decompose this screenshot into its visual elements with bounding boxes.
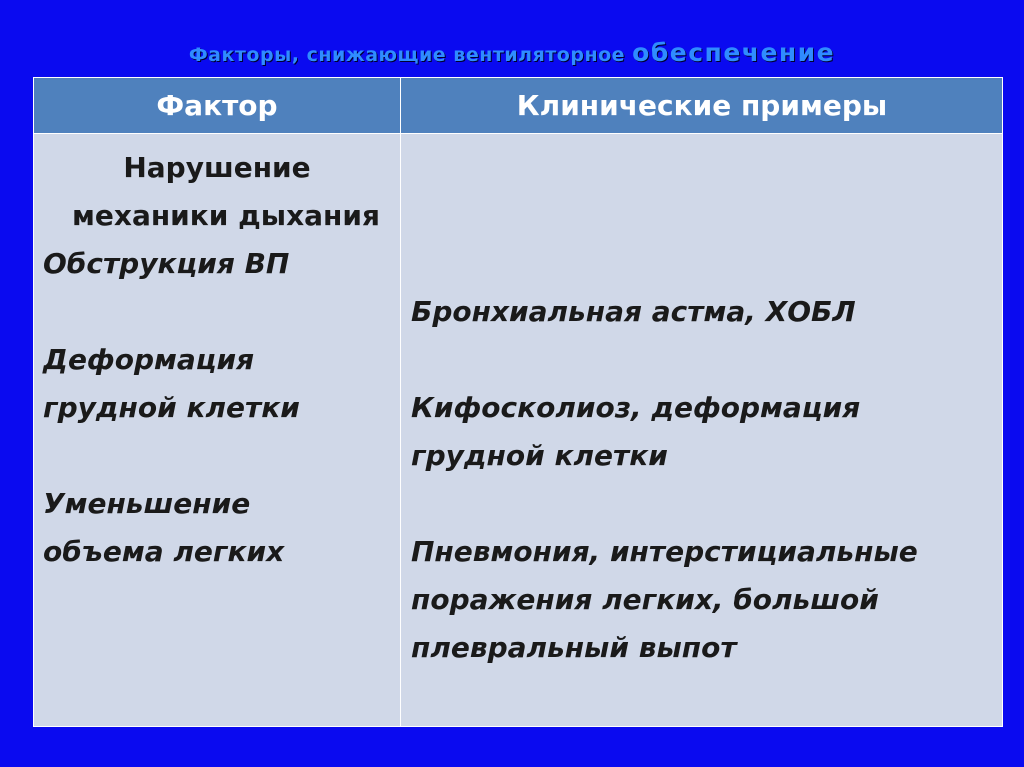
factor-column <box>34 134 400 576</box>
example-pneumonia-line1: Пневмония, интерстициальные <box>411 535 918 568</box>
header-clinical-examples: Клинические примеры <box>516 89 888 122</box>
factor-item-deformation-line1: Деформация <box>43 343 255 376</box>
factor-item-volume-line1: Уменьшение <box>43 487 251 520</box>
slide-title <box>0 38 1024 67</box>
example-pneumonia-line2: поражения легких, большой <box>411 583 879 616</box>
factor-group-heading-line2: механики дыхания <box>72 199 380 232</box>
column-divider <box>400 78 401 726</box>
example-kyphoscoliosis-line2: грудной клетки <box>411 439 668 472</box>
example-kyphoscoliosis-line1: Кифосколиоз, деформация <box>411 391 861 424</box>
example-asthma: Бронхиальная астма, ХОБЛ <box>411 295 856 328</box>
slide-title-part1: Факторы, снижающие вентиляторное <box>188 44 633 66</box>
factor-item-obstruction: Обструкция ВП <box>43 247 290 280</box>
factor-item-volume-line2: объема легких <box>43 535 285 568</box>
table-header-row <box>34 78 1002 134</box>
factors-table <box>33 77 1003 727</box>
header-factor: Фактор <box>156 89 278 122</box>
examples-column <box>411 134 1003 672</box>
slide-title-part2: обеспечение <box>632 38 836 67</box>
example-pneumonia-line3: плевральный выпот <box>411 631 737 664</box>
factor-group-heading-line1: Нарушение <box>123 151 311 184</box>
factor-item-deformation-line2: грудной клетки <box>43 391 300 424</box>
